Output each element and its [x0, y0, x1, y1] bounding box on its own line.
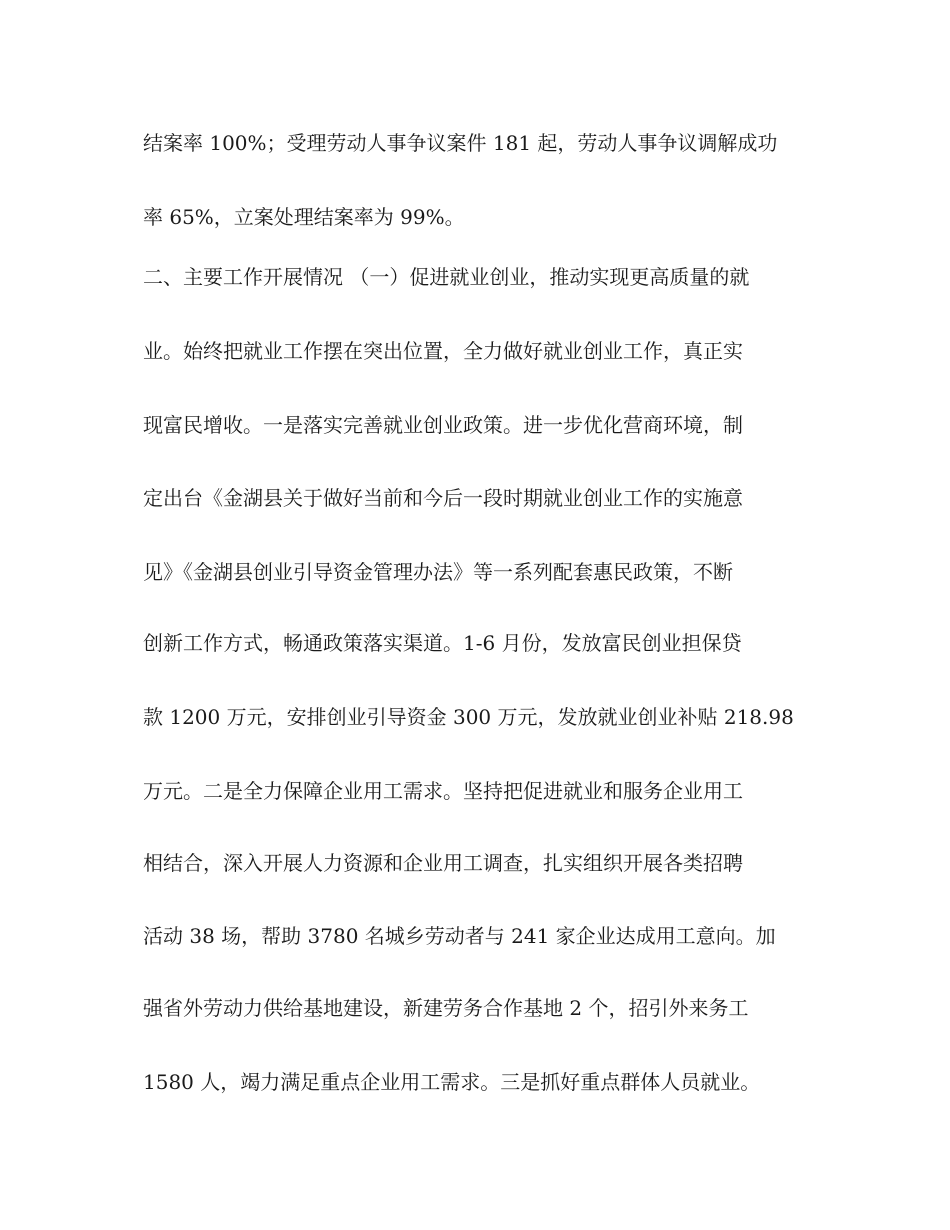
text-line: 万元。二是全力保障企业用工需求。坚持把促进就业和服务企业用工 [143, 779, 743, 803]
section-heading-line: 二、主要工作开展情况 （一）促进就业创业，推动实现更高质量的就 [143, 265, 750, 289]
text-line: 款 1200 万元，安排创业引导资金 300 万元，发放就业创业补贴 218.98 [143, 705, 794, 729]
text-line: 创新工作方式，畅通政策落实渠道。1-6 月份，发放富民创业担保贷 [143, 631, 742, 655]
text-line: 相结合，深入开展人力资源和企业用工调查，扎实组织开展各类招聘 [143, 851, 743, 875]
text-line: 活动 38 场，帮助 3780 名城乡劳动者与 241 家企业达成用工意向。加 [143, 924, 776, 948]
text-line: 强省外劳动力供给基地建设，新建劳务合作基地 2 个，招引外来务工 [143, 996, 749, 1020]
text-line: 业。始终把就业工作摆在突出位置，全力做好就业创业工作，真正实 [143, 339, 743, 363]
text-line: 见》《金湖县创业引导资金管理办法》等一系列配套惠民政策，不断 [143, 560, 733, 584]
text-line: 现富民增收。一是落实完善就业创业政策。进一步优化营商环境，制 [143, 413, 743, 437]
text-line: 1580 人，竭力满足重点企业用工需求。三是抓好重点群体人员就业。 [143, 1070, 761, 1094]
text-line: 结案率 100%；受理劳动人事争议案件 181 起，劳动人事争议调解成功 [143, 131, 778, 155]
text-line: 定出台《金湖县关于做好当前和今后一段时期就业创业工作的实施意 [143, 486, 743, 510]
text-line: 率 65%，立案处理结案率为 99%。 [143, 205, 465, 229]
